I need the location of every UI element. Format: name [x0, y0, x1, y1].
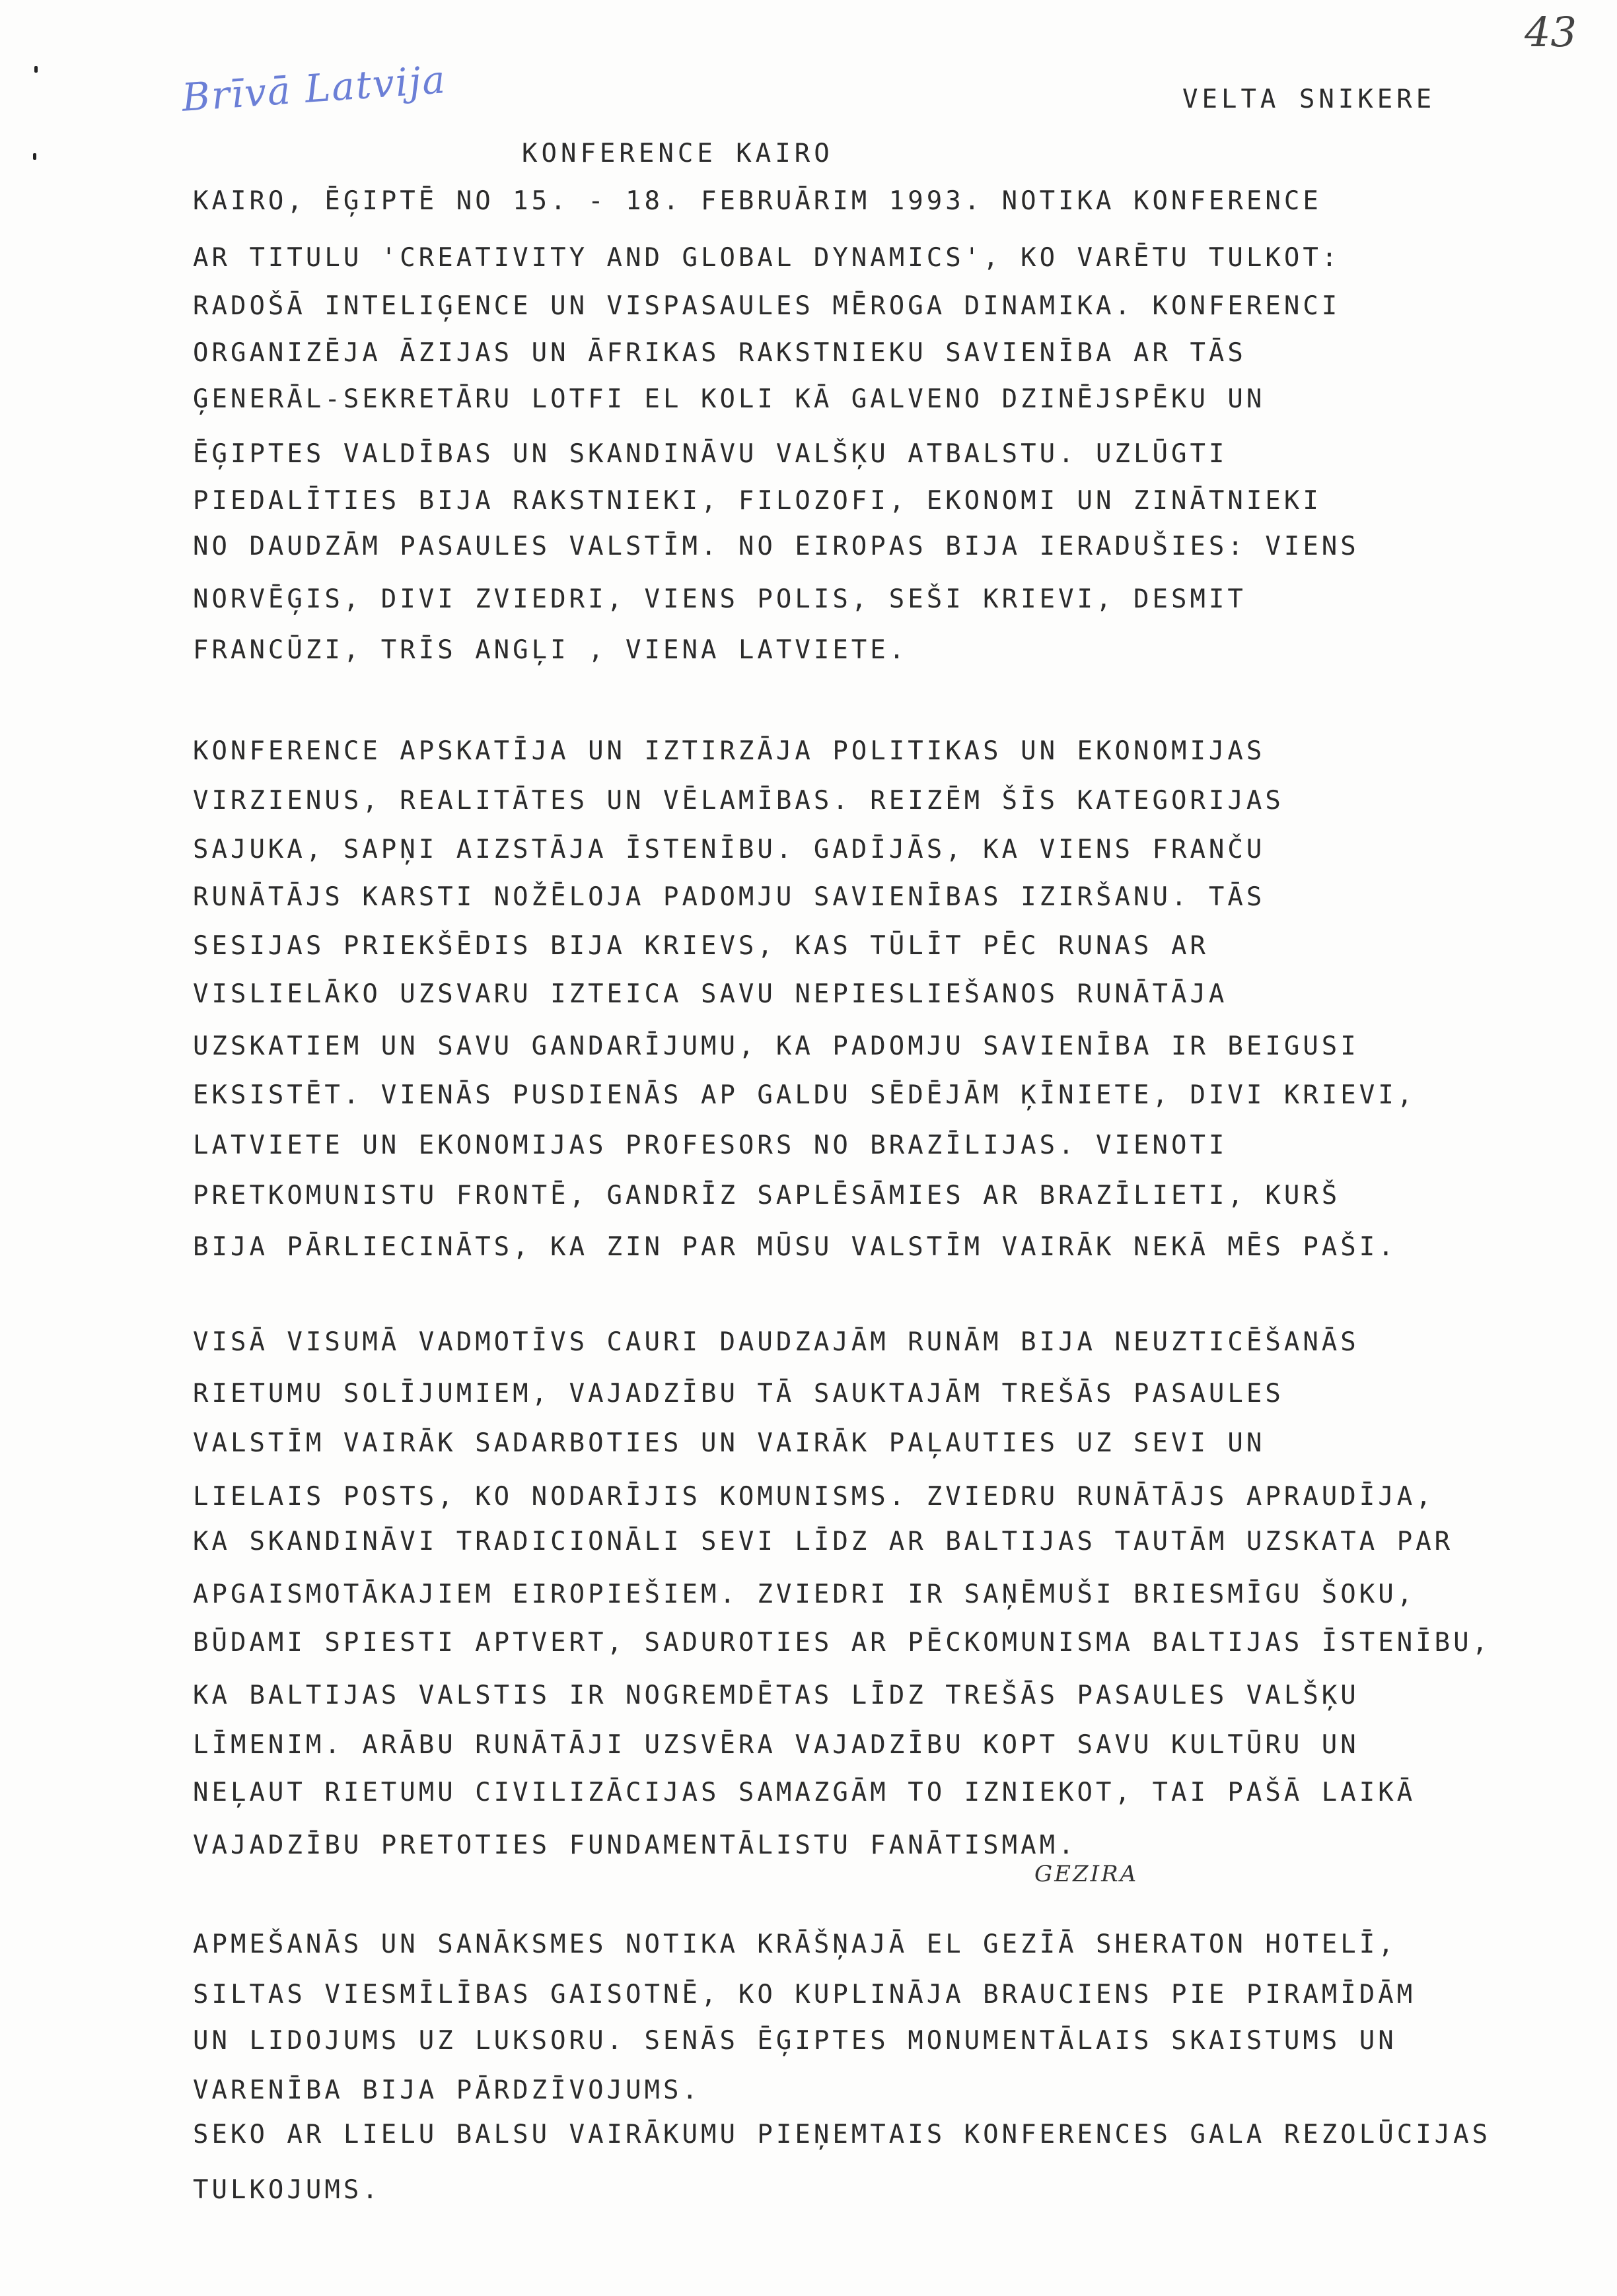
text-line: VISLIELĀKO UZSVARU IZTEICA SAVU NEPIESLIEŠANOS RUNĀTĀJA: [193, 979, 1228, 1009]
handwritten-publication-note: Brīvā Latvija: [180, 57, 448, 120]
text-line: SAJUKA, SAPŅI AIZSTĀJA ĪSTENĪBU. GADĪJĀS, KA VIENS FRANČU: [193, 835, 1266, 864]
text-line: VARENĪBA BIJA PĀRDZĪVOJUMS.: [193, 2075, 701, 2105]
text-line: SEKO AR LIELU BALSU VAIRĀKUMU PIEŅEMTAIS KONFERENCES GALA REZOLŪCIJAS: [193, 2120, 1491, 2149]
text-line: APGAISMOTĀKAJIEM EIROPIEŠIEM. ZVIEDRI IR SAŅĒMUŠI BRIESMĪGU ŠOKU,: [193, 1580, 1416, 1609]
text-line: TULKOJUMS.: [193, 2175, 381, 2205]
text-line: NORVĒĢIS, DIVI ZVIEDRI, VIENS POLIS, SEŠI KRIEVI, DESMIT: [193, 584, 1246, 614]
author-name: VELTA SNIKERE: [1182, 85, 1436, 114]
text-line: ĢENERĀL-SEKRETĀRU LOTFI EL KOLI KĀ GALVENO DZINĒJSPĒKU UN: [193, 384, 1266, 414]
text-line: NO DAUDZĀM PASAULES VALSTĪM. NO EIROPAS BIJA IERADUŠIES: VIENS: [193, 532, 1359, 561]
margin-mark: [33, 153, 36, 160]
text-line: BŪDAMI SPIESTI APTVERT, SADUROTIES AR PĒCKOMUNISMA BALTIJAS ĪSTENĪBU,: [193, 1628, 1491, 1657]
text-line: SILTAS VIESMĪLĪBAS GAISOTNĒ, KO KUPLINĀJA BRAUCIENS PIE PIRAMĪDĀM: [193, 1980, 1416, 2009]
text-line: KA BALTIJAS VALSTIS IR NOGREMDĒTAS LĪDZ TREŠĀS PASAULES VALŠĶU: [193, 1681, 1359, 1710]
article-title: KONFERENCE KAIRO: [522, 139, 834, 168]
text-line: ĒĢIPTES VALDĪBAS UN SKANDINĀVU VALŠĶU ATBALSTU. UZLŪGTI: [193, 439, 1228, 469]
text-line: NEĻAUT RIETUMU CIVILIZĀCIJAS SAMAZGĀM TO IZNIEKOT, TAI PAŠĀ LAIKĀ: [193, 1778, 1416, 1807]
text-line: RIETUMU SOLĪJUMIEM, VAJADZĪBU TĀ SAUKTAJĀM TREŠĀS PASAULES: [193, 1379, 1284, 1409]
text-line: PIEDALĪTIES BIJA RAKSTNIEKI, FILOZOFI, EKONOMI UN ZINĀTNIEKI: [193, 486, 1322, 516]
text-line: KONFERENCE APSKATĪJA UN IZTIRZĀJA POLITIKAS UN EKONOMIJAS: [193, 736, 1266, 766]
text-line: VISĀ VISUMĀ VADMOTĪVS CAURI DAUDZAJĀM RUNĀM BIJA NEUZTICĒŠANĀS: [193, 1327, 1359, 1357]
text-line: APMEŠANĀS UN SANĀKSMES NOTIKA KRĀŠŅAJĀ EL GEZĪĀ SHERATON HOTELĪ,: [193, 1930, 1397, 1959]
text-line: ORGANIZĒJA ĀZIJAS UN ĀFRIKAS RAKSTNIEKU SAVIENĪBA AR TĀS: [193, 338, 1246, 368]
text-line: LATVIETE UN EKONOMIJAS PROFESORS NO BRAZĪLIJAS. VIENOTI: [193, 1131, 1228, 1160]
text-line: VIRZIENUS, REALITĀTES UN VĒLAMĪBAS. REIZĒM ŠĪS KATEGORIJAS: [193, 786, 1284, 816]
text-line: KA SKANDINĀVI TRADICIONĀLI SEVI LĪDZ AR BALTIJAS TAUTĀM UZSKATA PAR: [193, 1527, 1454, 1556]
text-line: AR TITULU 'CREATIVITY AND GLOBAL DYNAMICS', KO VARĒTU TULKOT:: [193, 243, 1341, 273]
handwritten-page-number: 43: [1525, 8, 1577, 56]
text-line: VALSTĪM VAIRĀK SADARBOTIES UN VAIRĀK PAĻAUTIES UZ SEVI UN: [193, 1428, 1266, 1458]
text-line: EKSISTĒT. VIENĀS PUSDIENĀS AP GALDU SĒDĒJĀM ĶĪNIETE, DIVI KRIEVI,: [193, 1080, 1416, 1110]
text-line: RADOŠĀ INTELIĢENCE UN VISPASAULES MĒROGA DINAMIKA. KONFERENCI: [193, 291, 1341, 321]
text-line: LIELAIS POSTS, KO NODARĪJIS KOMUNISMS. ZVIEDRU RUNĀTĀJS APRAUDĪJA,: [193, 1482, 1435, 1512]
text-line: LĪMENIM. ARĀBU RUNĀTĀJI UZSVĒRA VAJADZĪBU KOPT SAVU KULTŪRU UN: [193, 1730, 1359, 1760]
text-line: FRANCŪZI, TRĪS ANGĻI , VIENA LATVIETE.: [193, 635, 908, 665]
text-line: PRETKOMUNISTU FRONTĒ, GANDRĪZ SAPLĒSĀMIES AR BRAZĪLIETI, KURŠ: [193, 1181, 1341, 1210]
text-line: KAIRO, ĒĢIPTĒ NO 15. - 18. FEBRUĀRIM 1993. NOTIKA KONFERENCE: [193, 186, 1322, 216]
handwritten-correction: GEZIRA: [1034, 1861, 1139, 1887]
text-line: UZSKATIEM UN SAVU GANDARĪJUMU, KA PADOMJU SAVIENĪBA IR BEIGUSI: [193, 1031, 1359, 1061]
text-line: SESIJAS PRIEKŠĒDIS BIJA KRIEVS, KAS TŪLĪT PĒC RUNAS AR: [193, 931, 1209, 961]
text-line: BIJA PĀRLIECINĀTS, KA ZIN PAR MŪSU VALSTĪM VAIRĀK NEKĀ MĒS PAŠI.: [193, 1232, 1397, 1262]
text-line: UN LIDOJUMS UZ LUKSORU. SENĀS ĒĢIPTES MONUMENTĀLAIS SKAISTUMS UN: [193, 2026, 1397, 2056]
margin-mark: [34, 66, 38, 73]
text-line: RUNĀTĀJS KARSTI NOŽĒLOJA PADOMJU SAVIENĪBAS IZIRŠANU. TĀS: [193, 882, 1266, 912]
text-line: VAJADZĪBU PRETOTIES FUNDAMENTĀLISTU FANĀTISMAM.: [193, 1830, 1077, 1860]
